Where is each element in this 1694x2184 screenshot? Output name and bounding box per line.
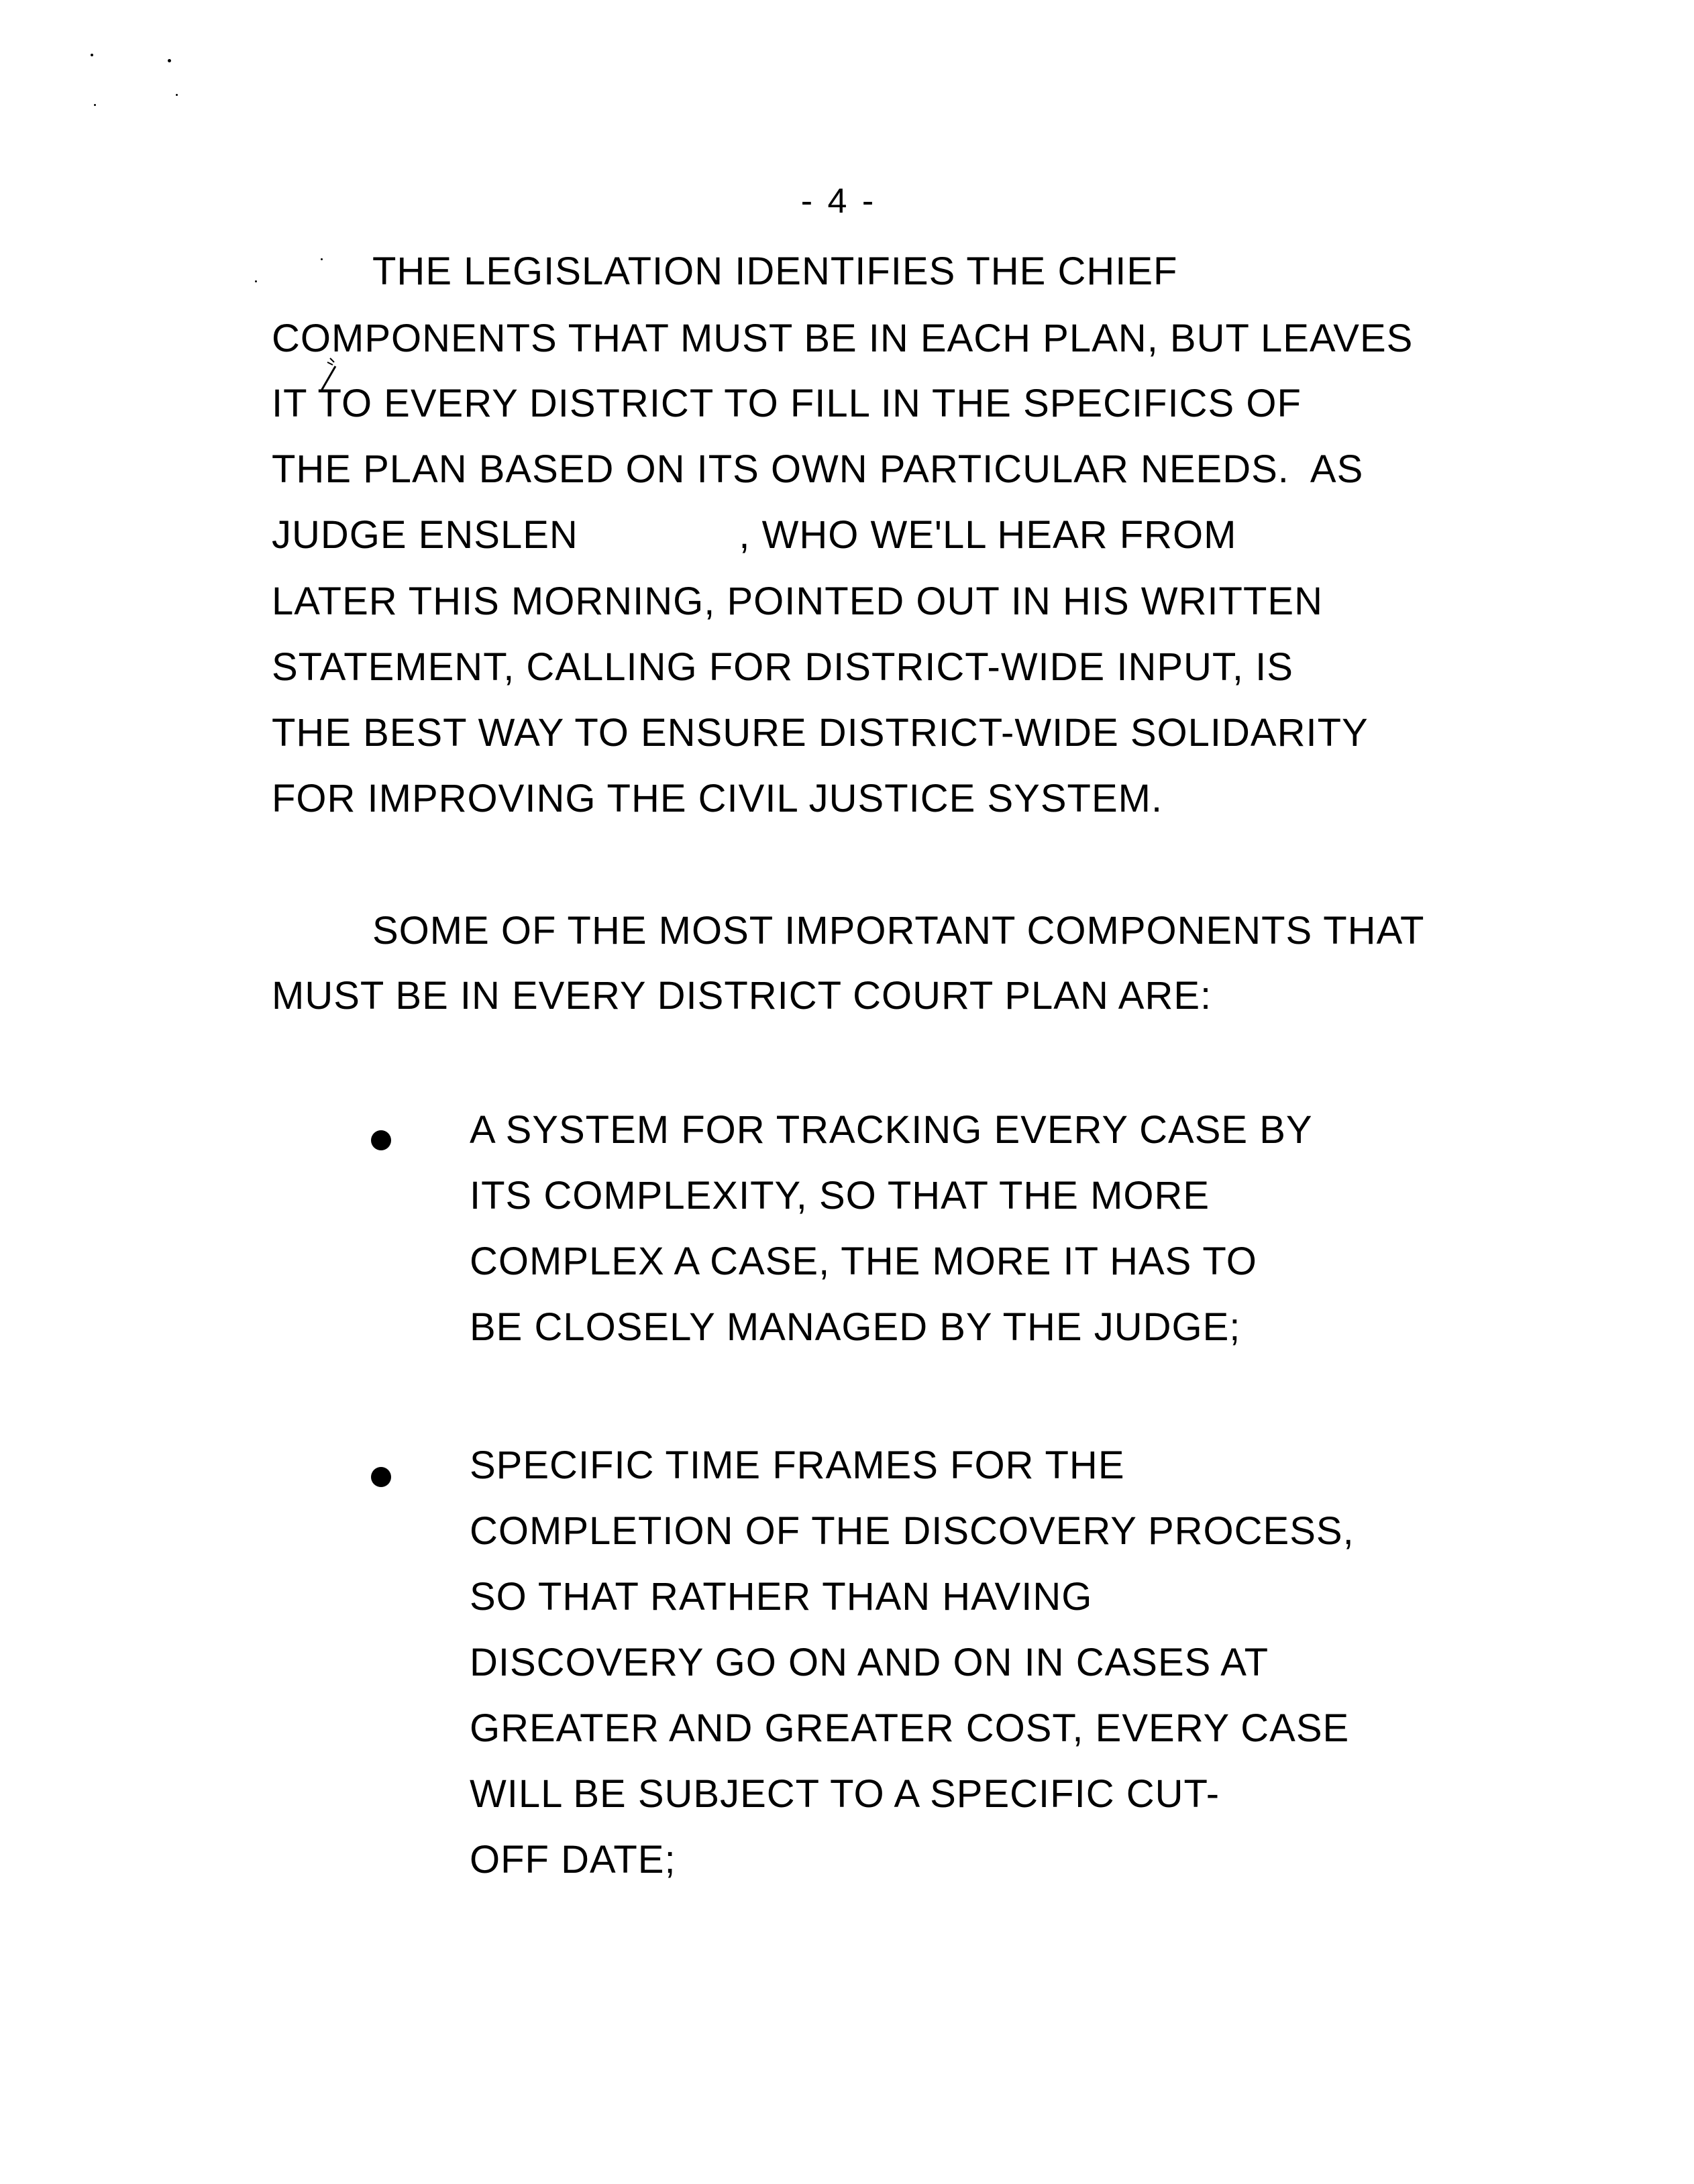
scan-speck bbox=[94, 104, 96, 106]
paragraph-line: JUDGE ENSLEN , WHO WE'LL HEAR FROM bbox=[272, 513, 1237, 557]
paragraph-line: IT TO EVERY DISTRICT TO FILL IN THE SPECIFICS OF bbox=[272, 382, 1302, 425]
scan-speck bbox=[255, 280, 257, 282]
paragraph-line: THE PLAN BASED ON ITS OWN PARTICULAR NEEDS. AS bbox=[272, 447, 1364, 491]
paragraph-line: SOME OF THE MOST IMPORTANT COMPONENTS THAT bbox=[372, 909, 1425, 952]
bullet-line: DISCOVERY GO ON AND ON IN CASES AT bbox=[470, 1641, 1269, 1684]
bullet-line: COMPLETION OF THE DISCOVERY PROCESS, bbox=[470, 1509, 1355, 1553]
scan-speck bbox=[321, 258, 323, 260]
bullet-line: OFF DATE; bbox=[470, 1838, 676, 1881]
paragraph-line: FOR IMPROVING THE CIVIL JUSTICE SYSTEM. bbox=[272, 777, 1163, 820]
paragraph-line: MUST BE IN EVERY DISTRICT COURT PLAN ARE: bbox=[272, 974, 1212, 1018]
bullet-icon bbox=[371, 1130, 391, 1150]
bullet-line: A SYSTEM FOR TRACKING EVERY CASE BY bbox=[470, 1108, 1313, 1152]
handwritten-mark bbox=[315, 354, 342, 394]
bullet-line: GREATER AND GREATER COST, EVERY CASE bbox=[470, 1706, 1350, 1750]
paragraph-line: STATEMENT, CALLING FOR DISTRICT-WIDE INPUT, IS bbox=[272, 645, 1293, 689]
bullet-line: ITS COMPLEXITY, SO THAT THE MORE bbox=[470, 1174, 1210, 1217]
bullet-line: WILL BE SUBJECT TO A SPECIFIC CUT- bbox=[470, 1772, 1220, 1816]
paragraph-line: THE LEGISLATION IDENTIFIES THE CHIEF bbox=[372, 250, 1178, 293]
bullet-line: SO THAT RATHER THAN HAVING bbox=[470, 1575, 1093, 1619]
bullet-line: BE CLOSELY MANAGED BY THE JUDGE; bbox=[470, 1305, 1241, 1349]
bullet-line: COMPLEX A CASE, THE MORE IT HAS TO bbox=[470, 1240, 1257, 1283]
page-number: - 4 - bbox=[800, 182, 877, 221]
paragraph-line: LATER THIS MORNING, POINTED OUT IN HIS WRITTEN bbox=[272, 580, 1323, 623]
scan-speck bbox=[91, 54, 93, 56]
bullet-icon bbox=[371, 1467, 391, 1487]
scan-speck bbox=[168, 59, 171, 62]
bullet-line: SPECIFIC TIME FRAMES FOR THE bbox=[470, 1443, 1125, 1487]
scan-speck bbox=[176, 94, 178, 96]
paragraph-line: COMPONENTS THAT MUST BE IN EACH PLAN, BUT LEAVES bbox=[272, 317, 1414, 360]
paragraph-line: THE BEST WAY TO ENSURE DISTRICT-WIDE SOLIDARITY bbox=[272, 711, 1369, 755]
